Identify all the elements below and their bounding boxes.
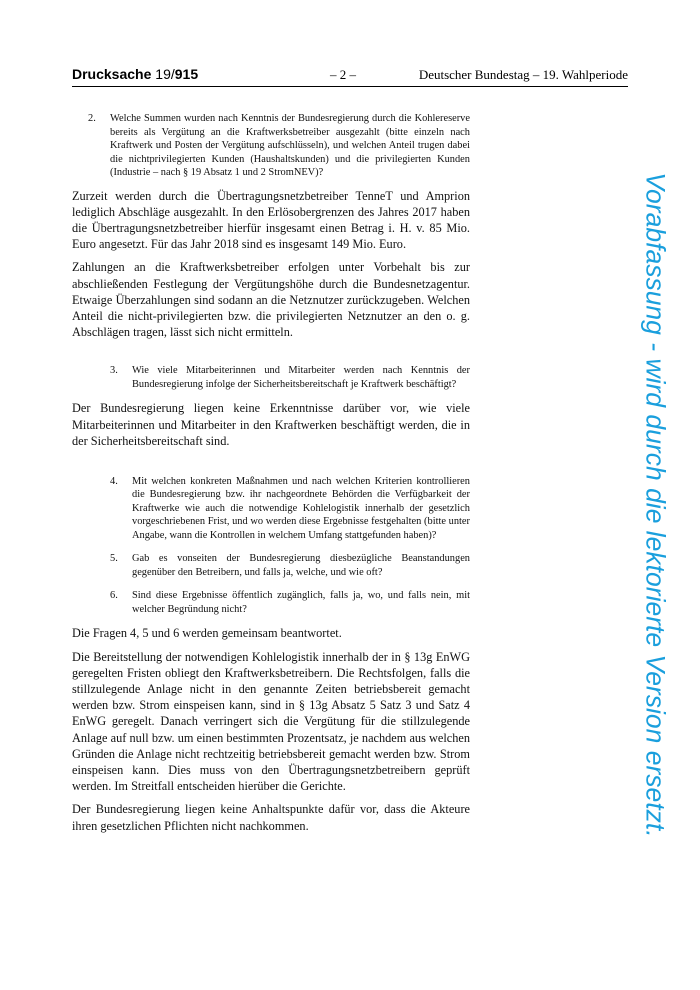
institution-label: Deutscher Bundestag – 19. Wahlperiode <box>418 67 628 82</box>
question-number: 6. <box>110 590 118 602</box>
question-text: Mit welchen konkreten Maßnahmen und nach welchen Kriterien kontrollieren die Bundesregierung bzw. ihr nachgeordnete Behörden die Verfügbarkeit der Kraftwerke wie auch die notwendige Kohlelogistik innerhalb der gesetzlich vorgeschriebenen Frist, und wo werden diese Ergebnisse festgehalten (bitte unter Angabe, wann die Kontrollen in welchem Umfang stattgefunden haben)? <box>132 475 470 541</box>
answer-paragraph: Die Bereitstellung der notwendigen Kohlelogistik innerhalb der in § 13g EnWG geregelten Fristen obliegt den Kraftwerksbetreibern. Die Rechtsfolgen, falls die stillzulegende Anlage nicht in den genannte Zeiten betriebsbereit gemacht werden bzw. Strom einspeisen kann, sind in § 13g Absatz 5 Satz 3 und Satz 4 EnWG geregelt. Danach verringert sich die Vergütung für die stillzulegende Anlage auf null bzw. um einen bestimmten Prozentsatz, je nachdem aus welchen Gründen die Anlage nicht rechtzeitig betriebsbereit gemacht werden bzw. Strom einspeisen kann. Dies muss von den Übertragungsnetzbetreibern geprüft werden. Im Streitfall entscheiden hierüber die Gerichte. <box>72 649 470 794</box>
question-3 <box>110 364 470 391</box>
page-number: – 2 – <box>330 67 356 82</box>
answer-paragraph: Zahlungen an die Kraftwerksbetreiber erfolgen unter Vorbehalt bis zur abschließenden Festlegung der Vergütungshöhe durch die Bundesnetzagentur. Etwaige Überzahlungen sind sodann an die Netznutzer zurückzugeben. Welchen Anteil die nicht-privilegierten bzw. die privilegierten Netznutzer an den o. g. Abschlägen tragen, lässt sich nicht ermitteln. <box>72 260 470 340</box>
document-number <box>72 66 198 82</box>
watermark-text: Vorabfassung - wird durch die lektorierte Version ersetzt. <box>640 172 671 838</box>
doc-number-value: 915 <box>174 66 199 82</box>
question-text: Sind diese Ergebnisse öffentlich zugänglich, falls ja, wo, und falls nein, mit welcher Begründung nicht? <box>132 590 470 615</box>
answer-paragraph: Der Bundesregierung liegen keine Erkenntnisse darüber vor, wie viele Mitarbeiterinnen und Mitarbeiter in den Kraftwerken beschäftigt werden, die in der Sicherheitsbereitschaft sind. <box>72 401 470 448</box>
question-2 <box>88 112 470 180</box>
question-number: 2. <box>88 113 96 124</box>
answer-paragraph: Der Bundesregierung liegen keine Anhaltspunkte dafür vor, dass die Akteure ihren gesetzlichen Pflichten nicht nachkommen. <box>72 802 470 833</box>
question-4 <box>110 475 470 543</box>
question-number: 5. <box>110 553 118 565</box>
doc-label: Drucksache <box>72 66 152 82</box>
answer-paragraph: Zurzeit werden durch die Übertragungsnetzbetreiber TenneT und Amprion lediglich Abschläge ausgezahlt. In den Erlösobergrenzen des Jahres 2017 haben die Übertragungsnetzbetreiber hierfür insgesamt einen Betrag i. H. v. 85 Mio. Euro angesetzt. Für das Jahr 2018 sind es insgesamt 149 Mio. Euro. <box>72 188 470 252</box>
question-number: 4. <box>110 475 118 487</box>
page-header <box>72 64 628 87</box>
question-text: Welche Summen wurden nach Kenntnis der Bundesregierung durch die Kohlereserve bereits als Vergütung an die Kraftwerksbetreiber ausgezahlt (bitte einzeln nach Kraftwerk und Posten der Vergütung aufschlüsseln), und welchen Anteil trugen dabei die nichtprivilegierten Kunden (Haushaltskunden) und die privilegierten Kunden (Industrie – nach § 19 Absatz 1 und 2 StromNEV)? <box>110 113 470 178</box>
question-5 <box>110 552 470 579</box>
draft-watermark <box>640 110 670 900</box>
question-number: 3. <box>110 365 118 377</box>
question-text: Wie viele Mitarbeiterinnen und Mitarbeiter werden nach Kenntnis der Bundesregierung infolge der Sicherheitsbereitschaft je Kraftwerk beschäftigt? <box>132 365 470 390</box>
doc-prefix: 19/ <box>155 66 175 82</box>
question-6 <box>110 589 470 616</box>
question-text: Gab es vonseiten der Bundesregierung diesbezügliche Beanstandungen gegenüber den Betreibern, und falls ja, welche, und wie oft? <box>132 553 470 578</box>
main-content <box>72 112 470 834</box>
answer-paragraph: Die Fragen 4, 5 und 6 werden gemeinsam beantwortet. <box>72 626 342 641</box>
